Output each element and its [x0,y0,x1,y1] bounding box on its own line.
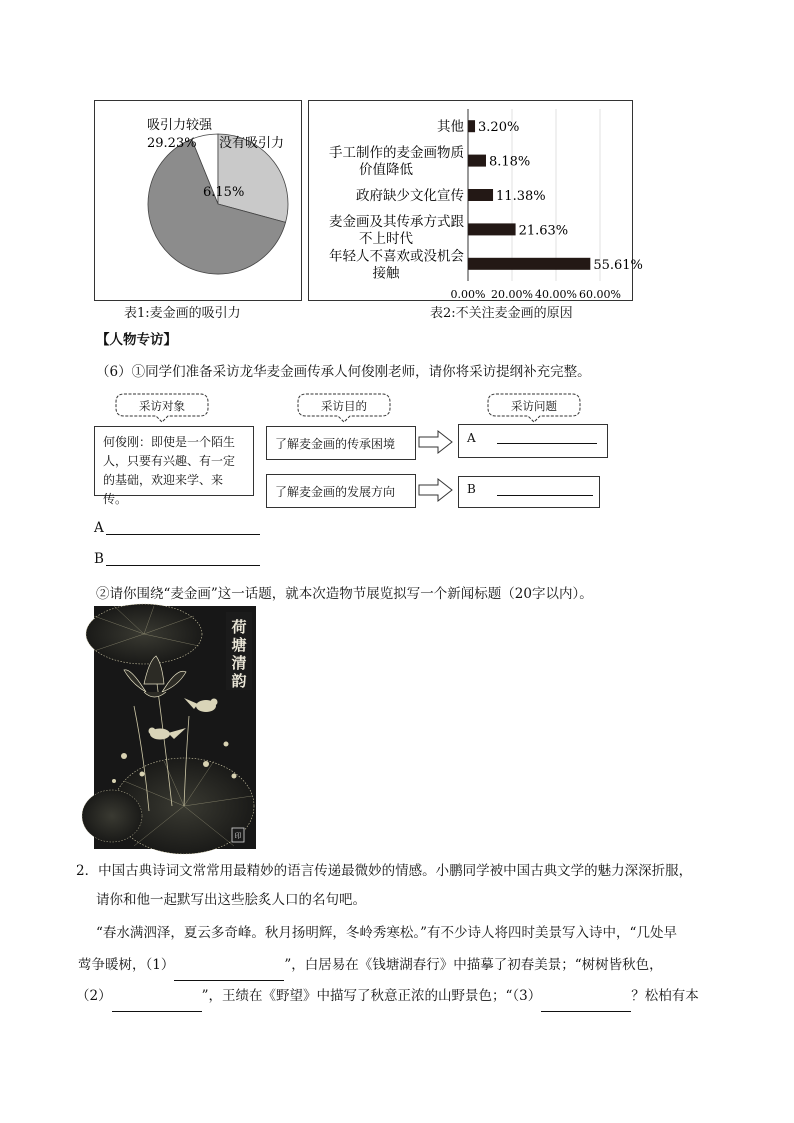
bubble-label: 采访对象 [139,399,185,413]
bar [468,120,475,132]
artwork-title-char: 韵 [231,672,247,690]
bubble-label: 采访目的 [321,399,367,413]
section-title: 【人物专访】 [96,332,177,348]
answer-a [94,520,104,536]
interviewee-text: 何俊刚：即使是一个陌生人，只要有兴趣、有一定的基础，欢迎来学、来传。 [103,435,236,506]
artwork-title-char: 清 [231,654,247,672]
purpose-box-2 [266,474,416,508]
question-box-a [458,424,608,458]
artwork-title [229,618,249,690]
bar-caption: 表2:不关注麦金画的原因 [430,306,573,321]
artwork-title-char: 塘 [231,636,247,654]
question-b-blank[interactable] [497,495,593,496]
q2-line-4-b: ”，白居易在《钱塘湖春行》中描摹了初春美景；“树树皆秋色， [284,957,663,973]
category-label: 价值降低 [359,162,413,179]
bar [468,258,590,270]
category-label: 手工制作的麦金画物质 [329,145,464,162]
pie-caption: 表1:麦金画的吸引力 [124,306,241,321]
bar-value-label: 8.18% [488,154,531,170]
purpose-text-1: 了解麦金画的传承困境 [275,437,396,451]
pie-label-strong: 吸引力较强 [147,118,213,133]
question-6-1: （6）①同学们准备采访龙华麦金画传承人何俊刚老师，请你将采访提纲补充完整。 [96,364,591,380]
answer-b-line[interactable] [106,565,260,566]
bubble-interviewee [114,390,210,422]
blank-1[interactable] [174,950,284,981]
pie-chart [95,101,301,300]
question-letter-b: B [467,482,476,496]
bar-chart-box [308,100,643,301]
q2-line-4 [78,950,663,981]
purpose-text-2: 了解麦金画的发展方向 [275,485,396,499]
svg-text:印: 印 [234,832,242,840]
pie-chart-box [94,100,302,301]
q2-line-5-b: ”，王绩在《野望》中描写了秋意正浓的山野景色；“（3） [201,988,542,1004]
bubble-questions [486,390,582,422]
x-tick-label: 40.00% [535,288,577,301]
category-label: 接触 [372,265,400,282]
bar [468,223,516,235]
bar [468,189,493,201]
pie-value-none: 6.15% [203,185,245,200]
artwork-title-char: 荷 [231,618,247,636]
answer-b [94,551,104,567]
interviewee-box [94,426,254,506]
bubble-purpose [296,390,392,422]
pie-label-none: 没有吸引力 [219,136,285,151]
bar [468,155,486,167]
category-label: 政府缺少文化宣传 [356,188,464,204]
answer-b-letter: B [94,551,104,567]
pie-value-strong: 29.23% [147,136,197,151]
question-6-2: ②请你围绕“麦金画”这一话题，就本次造物节展览拟写一个新闻标题（20字以内）。 [96,586,593,602]
category-label: 麦金画及其传承方式跟 [329,213,464,230]
x-tick-label: 60.00% [579,288,621,301]
bubble-label: 采访问题 [511,399,557,413]
purpose-box-1 [266,426,416,460]
q2-line-2: 请你和他一起默写出这些脍炙人口的名句吧。 [96,892,366,908]
x-tick-label: 20.00% [491,288,533,301]
bar-value-label: 21.63% [518,223,569,239]
blank-3[interactable] [541,981,631,1012]
arrow-icon [418,478,454,502]
q2-line-5 [76,981,699,1012]
bar-value-label: 3.20% [478,120,520,136]
bar-chart [309,101,643,301]
question-letter-a: A [467,431,476,445]
q2-line-4-a: 莺争暖树，（1） [78,957,175,973]
x-tick-label: 0.00% [450,288,486,301]
q2-line-3: “春水满泗泽，夏云多奇峰。秋月扬明辉，冬岭秀寒松。”有不少诗人将四时美景写入诗中，“几处早 [96,925,677,941]
question-box-b [458,476,600,508]
bar-value-label: 55.61% [593,257,643,273]
answer-a-letter: A [94,520,104,536]
q2-line-1: 2．中国古典诗词文常常用最精妙的语言传递最微妙的情感。小鹏同学被中国古典文学的魅力深深折服， [76,863,693,879]
category-label: 不上时代 [359,230,413,247]
q2-line-5-c: ？松柏有本 [631,988,699,1004]
q2-line-5-a: （2） [76,988,112,1004]
question-a-blank[interactable] [497,443,597,444]
arrow-icon [418,430,454,454]
blank-2[interactable] [112,981,202,1012]
bar-value-label: 11.38% [496,189,546,204]
category-label: 年轻人不喜欢或没机会 [329,248,464,265]
lotus-artwork [94,606,256,849]
category-label: 其他 [437,119,464,136]
answer-a-line[interactable] [106,534,260,535]
